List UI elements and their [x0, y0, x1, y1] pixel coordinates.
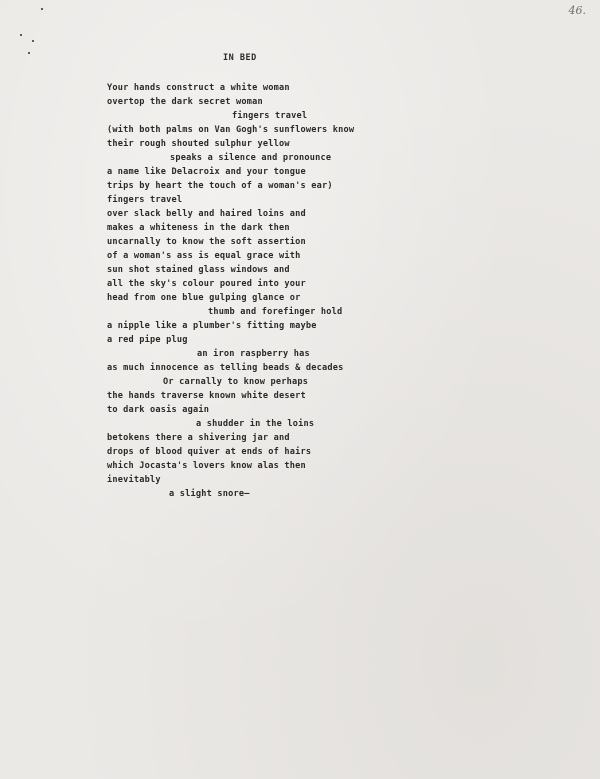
poem-line: a red pipe plug — [107, 335, 188, 345]
poem-line: overtop the dark secret woman — [107, 97, 263, 107]
poem-line: the hands traverse known white desert — [107, 391, 306, 401]
poem-line: a shudder in the loins — [196, 419, 315, 429]
ink-speck — [20, 34, 22, 36]
poem-line: which Jocasta's lovers know alas then — [107, 461, 306, 471]
poem-line: fingers travel — [107, 195, 183, 205]
poem-line: fingers travel — [232, 111, 308, 121]
poem-line: makes a whiteness in the dark then — [107, 223, 290, 233]
poem-line: their rough shouted sulphur yellow — [107, 139, 290, 149]
page-number: 46. — [568, 4, 586, 17]
poem-line: trips by heart the touch of a woman's ear) — [107, 181, 333, 191]
poem-line: a slight snore— — [169, 489, 250, 499]
poem-line: an iron raspberry has — [197, 349, 310, 359]
poem-line: as much innocence as telling beads & decades — [107, 363, 344, 373]
poem-line: Your hands construct a white woman — [107, 83, 290, 93]
poem-line: to dark oasis again — [107, 405, 210, 415]
poem-line: over slack belly and haired loins and — [107, 209, 306, 219]
poem-line: sun shot stained glass windows and — [107, 265, 290, 275]
poem-line: inevitably — [107, 475, 161, 485]
poem-line: a nipple like a plumber's fitting maybe — [107, 321, 317, 331]
poem-line: uncarnally to know the soft assertion — [107, 237, 306, 247]
poem-line: thumb and forefinger hold — [208, 307, 343, 317]
poem-line: of a woman's ass is equal grace with — [107, 251, 301, 261]
poem-line: head from one blue gulping glance or — [107, 293, 301, 303]
poem-title: IN BED — [223, 53, 257, 63]
poem-line: (with both palms on Van Gogh's sunflowers know — [107, 125, 355, 135]
ink-speck — [32, 40, 34, 42]
poem-line: a name like Delacroix and your tongue — [107, 167, 306, 177]
poem-line: betokens there a shivering jar and — [107, 433, 290, 443]
ink-speck — [28, 52, 30, 54]
poem-line: all the sky's colour poured into your — [107, 279, 306, 289]
poem-line: Or carnally to know perhaps — [163, 377, 309, 387]
poem-line: speaks a silence and pronounce — [170, 153, 332, 163]
poem-line: drops of blood quiver at ends of hairs — [107, 447, 312, 457]
ink-speck — [41, 8, 43, 10]
